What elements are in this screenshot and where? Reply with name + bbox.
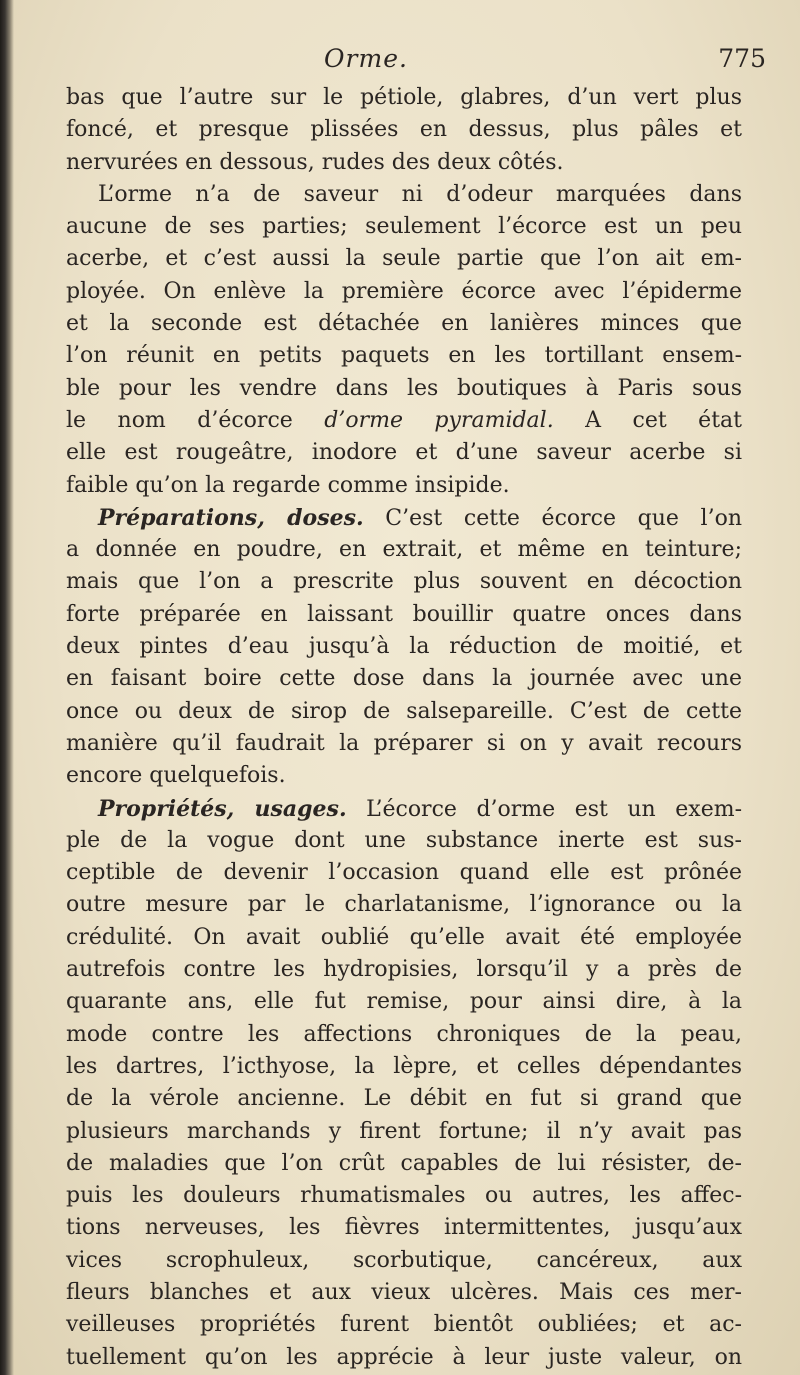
text-line <box>66 663 742 695</box>
text-segment: et la seconde est détachée en lanières minces que <box>66 311 742 337</box>
text-segment: quarante ans, elle fut remise, pour ainsi dire, à la <box>66 989 742 1015</box>
text-segment: tions nerveuses, les fièvres intermittentes, jusqu’aux <box>66 1215 742 1241</box>
text-segment: plusieurs marchands y firent fortune; il n’y avait pas <box>66 1118 742 1144</box>
text-line <box>66 922 742 954</box>
text-segment: tuellement qu’on les apprécie à leur juste valeur, on <box>66 1344 742 1370</box>
text-line <box>66 793 742 825</box>
text-segment: vices scrophuleux, scorbutique, cancéreux, aux <box>66 1247 742 1273</box>
text-line <box>66 405 742 437</box>
page-number: 775 <box>718 44 766 73</box>
text-line <box>66 502 742 534</box>
text-segment: puis les douleurs rhumatismales ou autres, les affec- <box>66 1183 742 1209</box>
text-line <box>66 566 742 598</box>
text-line <box>66 1019 742 1051</box>
text-segment: acerbe, et c’est aussi la seule partie que l’on ait em- <box>66 246 742 272</box>
text-segment: L’orme n’a de saveur ni d’odeur marquées dans <box>98 181 742 207</box>
text-line <box>66 889 742 921</box>
text-segment: ceptible de devenir l’occasion quand elle est prônée <box>66 860 742 886</box>
text-segment: deux pintes d’eau jusqu’à la réduction de moitié, et <box>66 634 742 660</box>
text-segment: C’est cette écorce que l’on <box>363 505 742 531</box>
emphasized-text: Propriétés, usages. <box>98 795 347 822</box>
text-line <box>66 1083 742 1115</box>
text-segment: manière qu’il faudrait la préparer si on y avait recours <box>66 730 742 756</box>
text-line <box>66 82 742 114</box>
text-line <box>66 373 742 405</box>
text-segment: mode contre les affections chroniques de la peau, <box>66 1021 742 1047</box>
text-line <box>66 211 742 243</box>
text-segment: foncé, et presque plissées en dessus, plus pâles et <box>66 117 742 143</box>
text-line <box>66 1277 742 1309</box>
text-segment: encore quelquefois. <box>66 763 286 789</box>
text-segment: de maladies que l’on crût capables de lui résister, de- <box>66 1150 742 1176</box>
text-segment: mais que l’on a prescrite plus souvent en décoction <box>66 569 742 595</box>
text-segment: ployée. On enlève la première écorce avec l’épiderme <box>66 278 742 304</box>
text-segment: autrefois contre les hydropisies, lorsqu’il y a près de <box>66 957 742 983</box>
text-line <box>66 470 742 502</box>
text-line <box>66 534 742 566</box>
text-segment: A cet état <box>553 407 742 433</box>
text-line <box>66 1245 742 1277</box>
text-segment: nervurées en dessous, rudes des deux côtés. <box>66 149 564 175</box>
body-text <box>66 82 742 1374</box>
text-segment: de la vérole ancienne. Le débit en fut si grand que <box>66 1086 742 1112</box>
page-header <box>66 44 766 84</box>
emphasized-text: Préparations, doses. <box>98 504 364 531</box>
text-segment: faible qu’on la regarde comme insipide. <box>66 472 510 498</box>
text-line <box>66 954 742 986</box>
text-line <box>66 1116 742 1148</box>
text-line <box>66 147 742 179</box>
text-line <box>66 857 742 889</box>
text-segment: en faisant boire cette dose dans la journée avec une <box>66 666 742 692</box>
page-binding-edge <box>0 0 14 1375</box>
text-line <box>66 631 742 663</box>
text-segment: le nom d’écorce <box>66 407 325 433</box>
text-line <box>66 114 742 146</box>
text-segment: bas que l’autre sur le pétiole, glabres, d’un vert plus <box>66 85 742 110</box>
text-line <box>66 760 742 792</box>
text-segment: aucune de ses parties; seulement l’écorce est un peu <box>66 214 742 240</box>
text-segment: veilleuses propriétés furent bientôt oubliées; et ac- <box>66 1312 742 1338</box>
text-line <box>66 1309 742 1341</box>
text-segment: fleurs blanches et aux vieux ulcères. Mais ces mer- <box>66 1279 742 1305</box>
text-line <box>66 1051 742 1083</box>
text-line <box>66 1342 742 1374</box>
text-segment: outre mesure par le charlatanisme, l’ignorance ou la <box>66 892 742 918</box>
text-line <box>66 1212 742 1244</box>
text-line <box>66 696 742 728</box>
text-line <box>66 276 742 308</box>
text-line <box>66 308 742 340</box>
text-line <box>66 437 742 469</box>
text-segment: a donnée en poudre, en extrait, et même en teinture; <box>66 537 742 563</box>
running-title: Orme. <box>324 44 408 73</box>
text-line <box>66 179 742 211</box>
text-line <box>66 728 742 760</box>
text-segment: ble pour les vendre dans les boutiques à Paris sous <box>66 375 742 401</box>
text-segment: forte préparée en laissant bouillir quatre onces dans <box>66 601 742 627</box>
text-segment: crédulité. On avait oublié qu’elle avait été employée <box>66 924 742 950</box>
text-line <box>66 599 742 631</box>
text-segment: elle est rougeâtre, inodore et d’une saveur acerbe si <box>66 440 742 466</box>
text-segment: once ou deux de sirop de salsepareille. C’est de cette <box>66 698 742 724</box>
text-segment: ple de la vogue dont une substance inerte est sus- <box>66 827 742 853</box>
text-segment: l’on réunit en petits paquets en les tortillant ensem- <box>66 343 742 369</box>
text-segment: les dartres, l’icthyose, la lèpre, et celles dépendantes <box>66 1053 742 1079</box>
text-line <box>66 986 742 1018</box>
emphasized-text: d’orme pyramidal. <box>324 407 554 433</box>
text-line <box>66 340 742 372</box>
text-segment: L’écorce d’orme est un exem- <box>346 796 743 822</box>
text-line <box>66 825 742 857</box>
text-line <box>66 243 742 275</box>
text-line <box>66 1180 742 1212</box>
text-line <box>66 1148 742 1180</box>
